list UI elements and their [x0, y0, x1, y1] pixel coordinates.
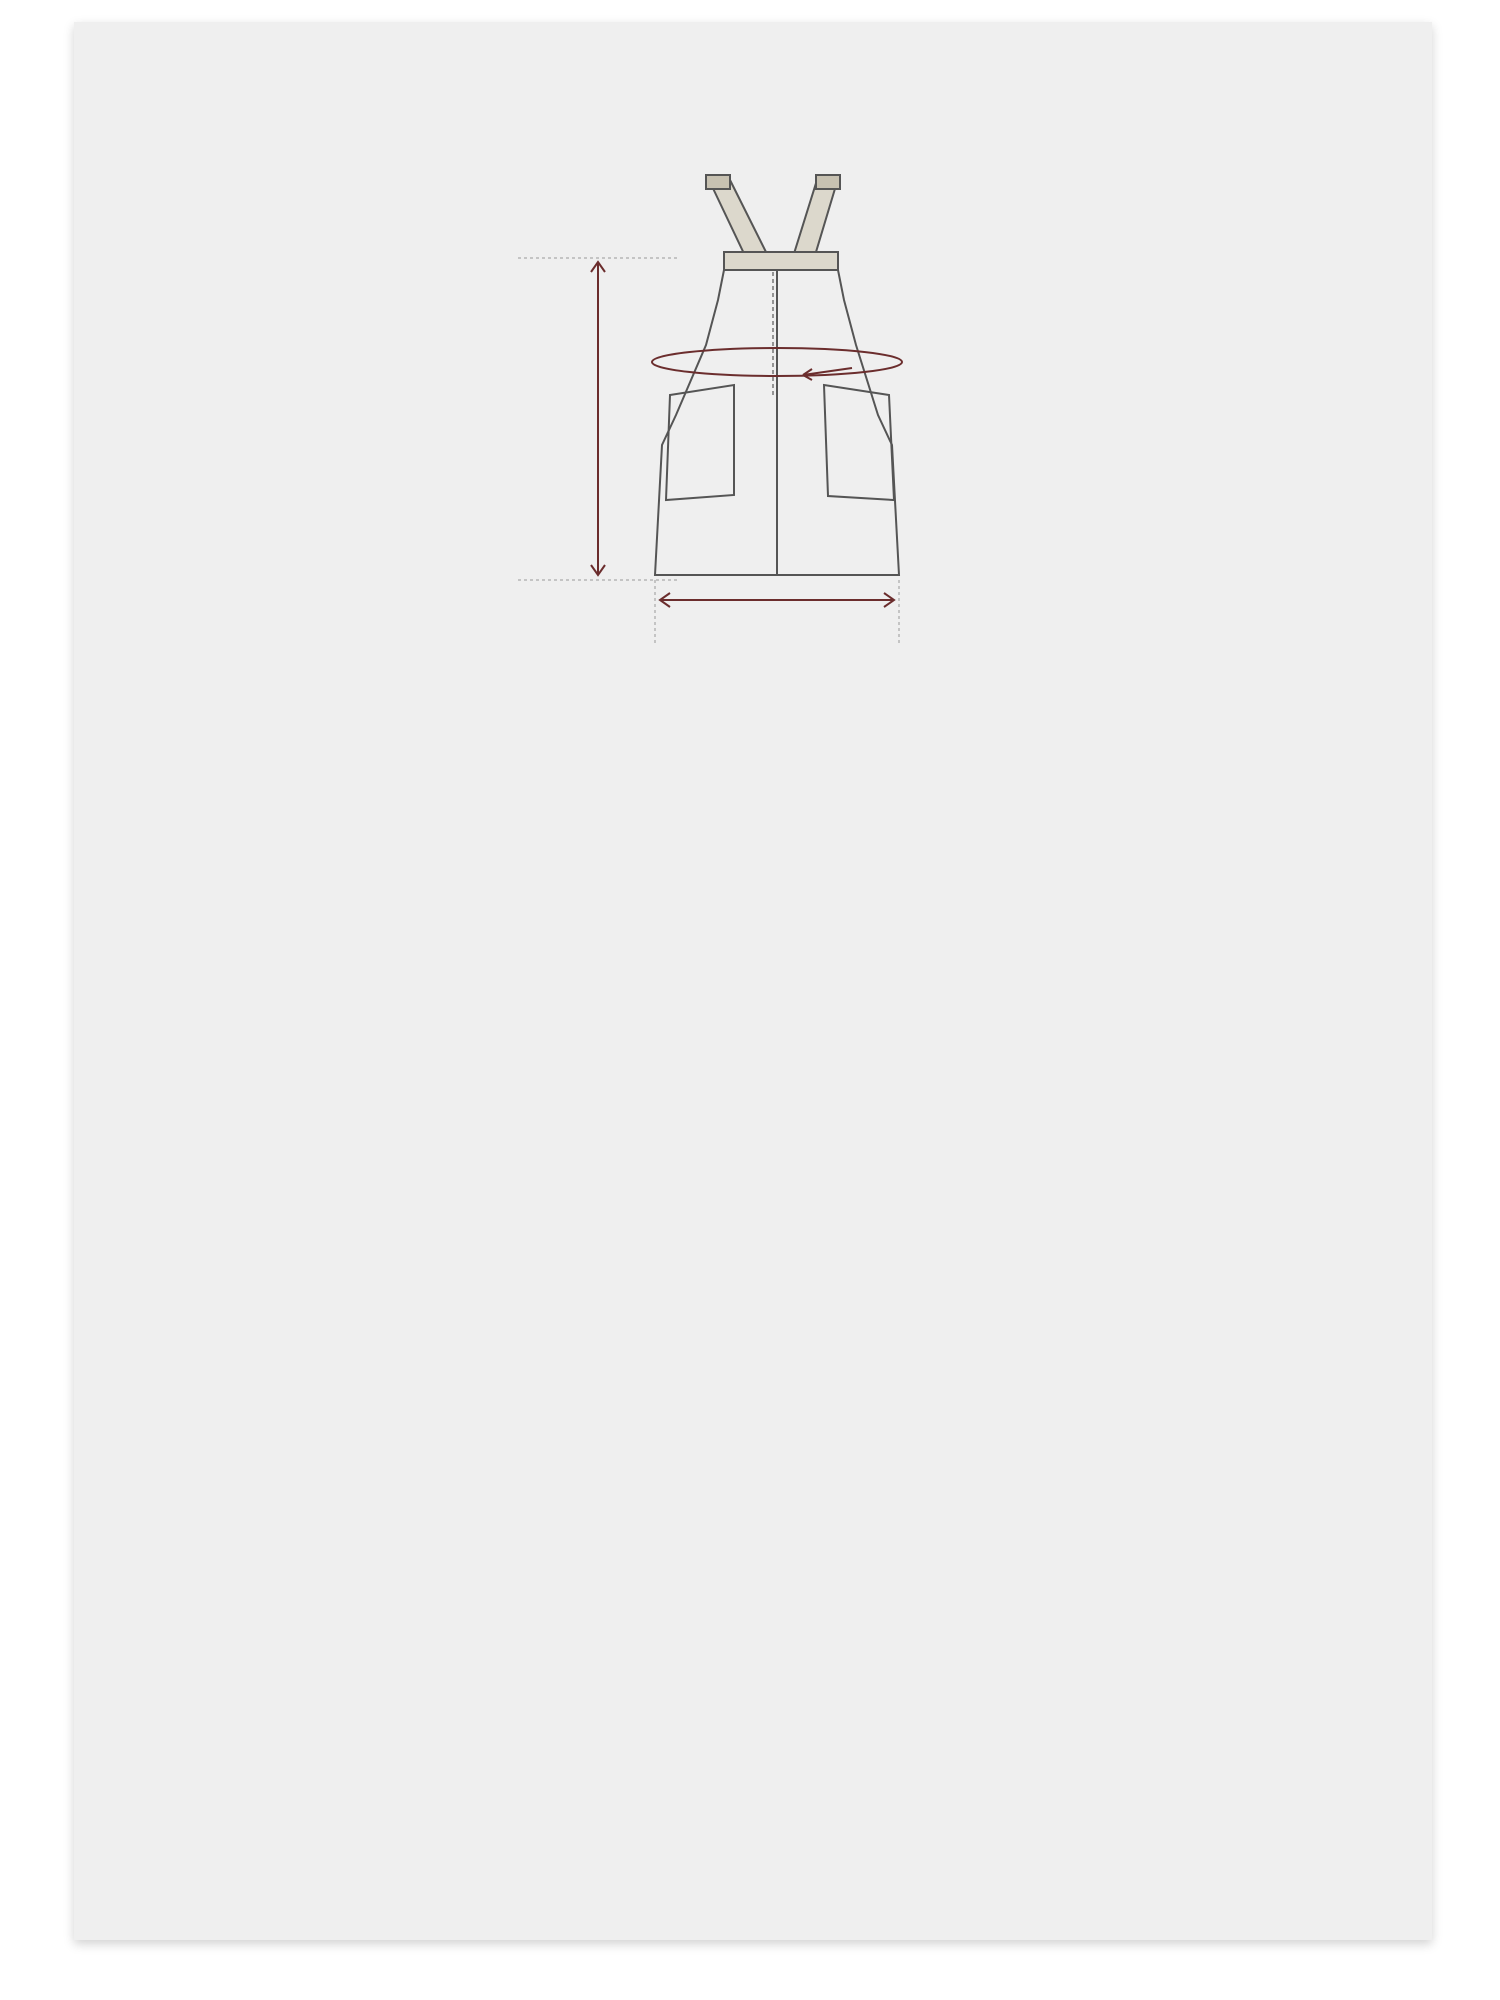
garment-diagram — [480, 170, 940, 650]
